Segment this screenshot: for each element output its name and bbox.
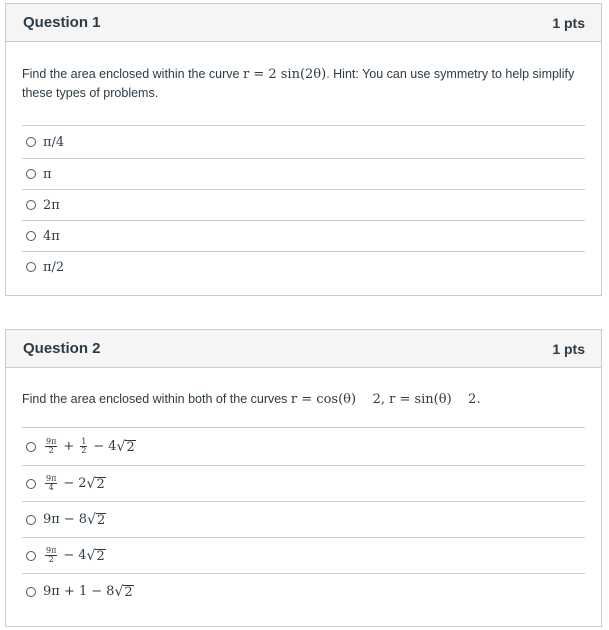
radicand: 2 [96,512,106,528]
fraction [45,547,57,564]
answer-option[interactable] [22,189,585,220]
fraction-denominator: 2 [48,446,54,455]
radio-button[interactable] [26,169,36,179]
answer-label: π/4 [43,134,65,150]
radio-button[interactable] [26,200,36,210]
answer-option[interactable] [22,465,585,501]
answer-list [22,125,585,282]
fraction-denominator: 2 [48,555,54,564]
question-2 [5,329,602,627]
minus-operator: − [63,476,75,491]
coefficient: 4 [108,439,117,454]
question-header [6,330,601,368]
minus-operator: − [63,548,75,563]
answer-option[interactable] [22,251,585,282]
fraction-numerator: 9π [46,437,57,446]
fraction [45,438,57,455]
question-prompt [6,65,601,125]
leading-term: 9π [43,512,60,527]
answer-option[interactable] [22,125,585,158]
plus-operator: + [63,439,75,454]
answer-label [43,438,136,455]
question-points: 1 pts [552,340,585,357]
prompt-prefix: Find the area enclosed within the curve [22,67,243,81]
radio-button[interactable] [26,479,36,489]
square-root [117,439,136,455]
answer-label: π/2 [43,259,65,275]
answer-option[interactable] [22,537,585,573]
question-prompt [6,390,601,427]
radicand: 2 [96,476,105,492]
prompt-math: r = 2 sin(2θ) [242,67,327,82]
fraction-numerator: 9π [46,474,57,483]
coefficient: 4 [78,548,87,563]
answer-label: π [43,166,52,182]
minus-operator: − [93,439,105,454]
fraction-denominator: 4 [48,483,54,492]
question-title: Question 2 [23,340,101,357]
radio-button[interactable] [26,231,36,241]
square-root [87,548,106,564]
answer-option[interactable] [22,158,585,189]
question-1 [5,3,602,296]
question-header [6,4,601,42]
coefficient: 8 [106,584,115,599]
square-root [87,476,106,492]
minus-operator: − [63,512,75,527]
radio-button[interactable] [26,262,36,272]
answer-label: 4π [43,228,60,244]
radical-icon: √ [114,583,124,600]
square-root [114,584,133,600]
radio-button[interactable] [26,137,36,147]
question-points: 1 pts [552,14,585,31]
square-root [87,512,106,528]
prompt-suffix: . Hint: You can use symmetry to help simplify these types of problems. [22,67,575,100]
minus-operator: − [91,584,103,599]
leading-term: 9π + 1 [43,584,88,599]
answer-option[interactable] [22,573,585,609]
answer-label: 2π [43,197,60,213]
radical-icon: √ [87,511,96,528]
radio-button[interactable] [26,587,36,597]
radical-icon: √ [86,475,96,492]
prompt-math: r = cos(θ) 2, r = sin(θ) 2. [290,392,481,407]
question-title: Question 1 [23,14,101,31]
radio-button[interactable] [26,442,36,452]
answer-option[interactable] [22,501,585,537]
prompt-prefix: Find the area enclosed within both of the curves [22,392,291,406]
answer-label [43,475,106,492]
answer-list [22,427,585,609]
answer-label [43,584,134,600]
radicand: 2 [126,439,135,455]
answer-label [43,512,106,528]
fraction-numerator: 9π [46,546,57,555]
answer-label [43,547,106,564]
answer-option[interactable] [22,427,585,465]
answer-option[interactable] [22,220,585,251]
fraction-denominator: 2 [81,446,87,455]
coefficient: 2 [78,476,87,491]
radio-button[interactable] [26,515,36,525]
radical-icon: √ [86,547,96,564]
radio-button[interactable] [26,551,36,561]
radicand: 2 [96,548,105,564]
radical-icon: √ [116,438,126,455]
fraction [80,438,87,455]
fraction-numerator: 1 [81,437,87,446]
coefficient: 8 [78,512,88,527]
radicand: 2 [124,584,133,600]
fraction [45,475,57,492]
